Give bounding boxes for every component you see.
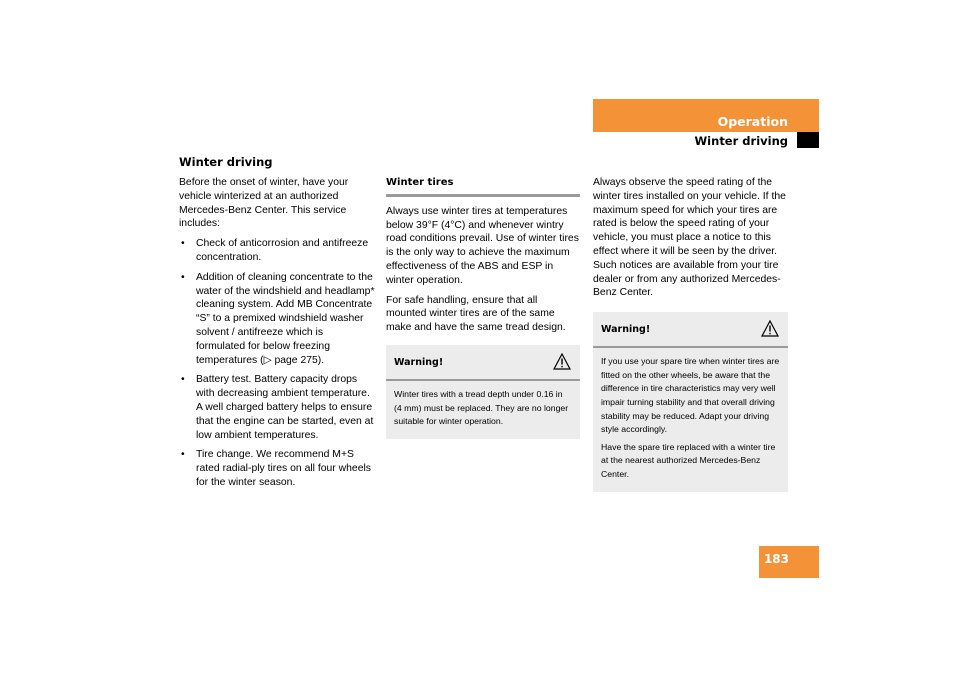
list-item: • Tire change. We recommend M+S rated radial-ply tires on all four wheels for the winter season. xyxy=(179,448,375,489)
column-2 xyxy=(386,176,580,439)
warning-text: Have the spare tire replaced with a winter tire at the nearest authorized Mercedes-Benz Center. xyxy=(601,441,776,479)
page-number: 183 xyxy=(763,552,789,566)
service-list xyxy=(179,237,375,490)
page-number-tab xyxy=(759,546,819,578)
column-1 xyxy=(179,176,375,496)
warning-header xyxy=(593,312,788,348)
paragraph: Always observe the speed rating of the winter tires installed on your vehicle. If the maximum speed for which your tires are rated is below the speed rating of your vehicle, you must place a notice to this effect where it will be seen by the driver. Such notices are available from your tire dealer or from any authorized Mercedes-Benz Center. xyxy=(593,177,786,299)
warning-text: If you use your spare tire when winter tires are fitted on the other wheels, be aware that the difference in tire characteristics may very well impair turning stability and that overall driving stability may be reduced. Adapt your driving style accordingly. xyxy=(601,356,780,435)
subsection-title: Winter driving xyxy=(694,134,788,148)
section-title: Operation xyxy=(717,114,788,129)
warning-title: Warning! xyxy=(601,324,651,336)
warning-body xyxy=(593,348,788,491)
list-item: • Addition of cleaning concentrate to the water of the windshield and headlamp* cleaning system. Add MB Concentrate “S” to a premixed windshield washer solvent / antifreeze which is formulated for below freezing temperatures (▷ page 275). xyxy=(179,271,375,368)
warning-header xyxy=(386,345,580,381)
warning-triangle-icon xyxy=(761,320,779,337)
warning-text: Winter tires with a tread depth under 0.16 in (4 mm) must be replaced. They are no longer suitable for winter operation. xyxy=(394,388,569,427)
winter-tires-heading: Winter tires xyxy=(386,176,580,197)
intro-paragraph: Before the onset of winter, have your vehicle winterized at an authorized Mercedes-Benz Center. This service includes: xyxy=(179,177,349,230)
warning-triangle-icon xyxy=(553,353,571,370)
paragraph: For safe handling, ensure that all mounted winter tires are of the same make and have the same tread design. xyxy=(386,294,566,334)
section-tab xyxy=(593,99,819,132)
list-item: • Battery test. Battery capacity drops with decreasing ambient temperature. A well charged battery helps to ensure that the engine can be started, even at low ambient temperatures. xyxy=(179,373,375,442)
page-heading: Winter driving xyxy=(179,155,273,169)
column-3 xyxy=(593,176,788,492)
warning-title: Warning! xyxy=(394,356,444,368)
paragraph: Always use winter tires at temperatures below 39°F (4°C) and whenever wintry road conditions prevail. Use of winter tires is the only way to achieve the maximum effectiveness of the ABS and ESP in winter operation. xyxy=(386,205,579,286)
list-item: • Check of anticorrosion and antifreeze concentration. xyxy=(179,237,375,265)
warning-body xyxy=(386,381,580,439)
warning-box xyxy=(593,312,788,491)
warning-box xyxy=(386,345,580,439)
thumb-tab-marker xyxy=(797,132,819,148)
